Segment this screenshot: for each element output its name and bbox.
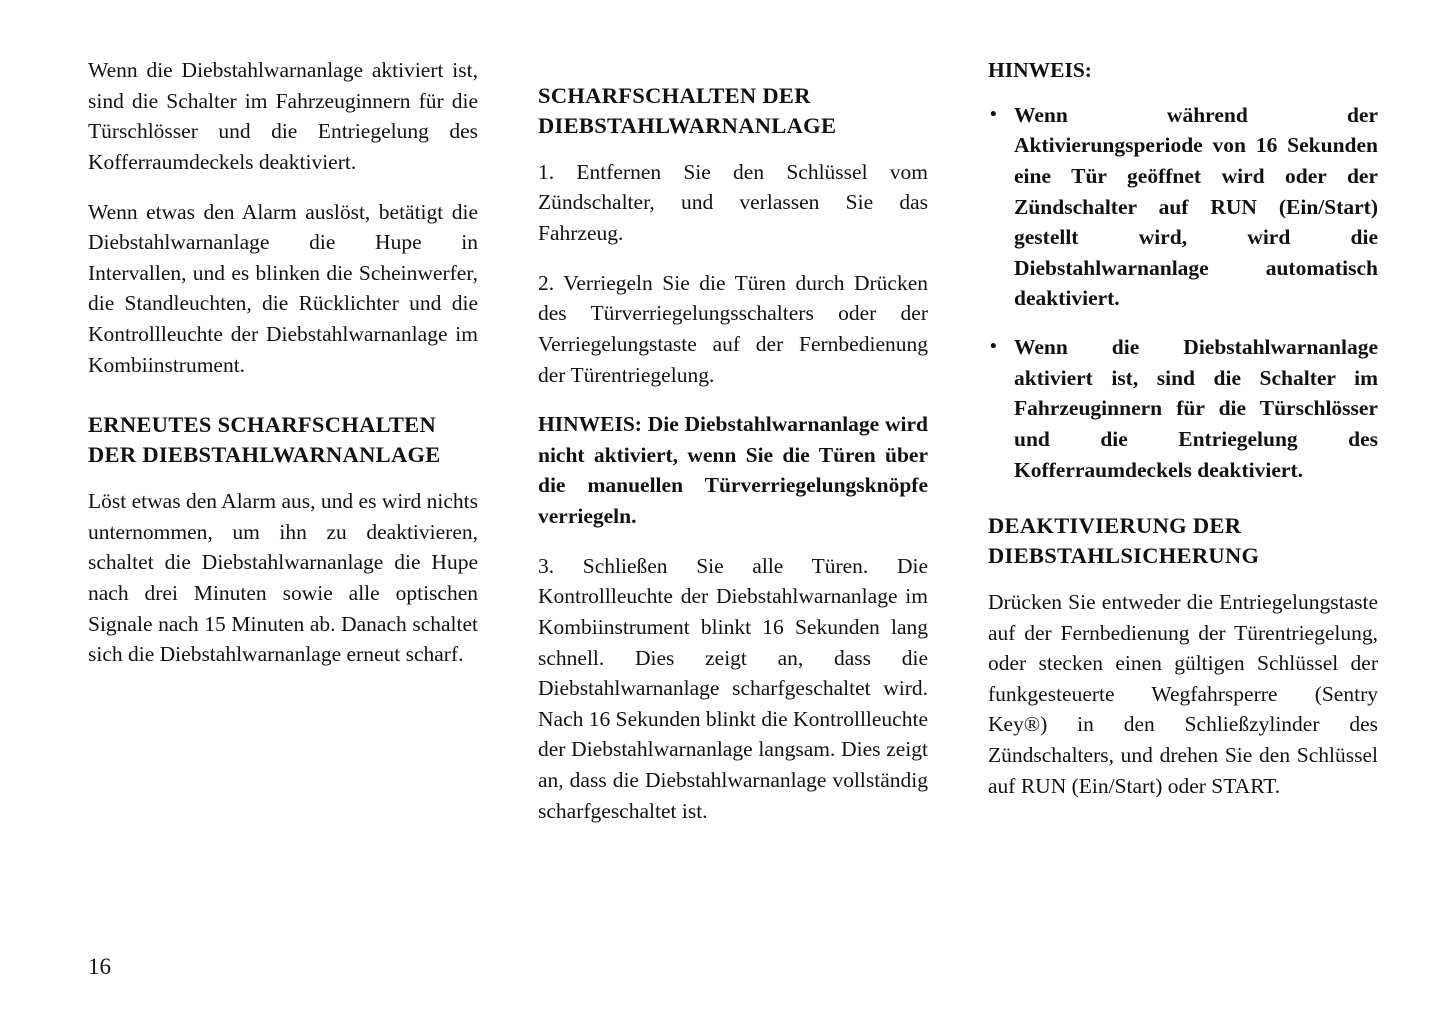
bullet-dot-icon: • [990,336,997,357]
paragraph-rearm-timing: Löst etwas den Alarm aus, und es wird nichts unternommen, um ihn zu deaktivieren, schaltet die Diebstahlwarnanlage die Hupe nach drei Minuten sowie alle optischen Signale nach 15 Minuten ab. Danach schaltet sich die Diebstahlwarnanlage erneut scharf. [88,489,478,667]
column-middle [538,55,928,845]
paragraph-alarm-triggered-behavior: Wenn etwas den Alarm auslöst, betätigt die Diebstahlwarnanlage die Hupe in Intervallen, und es blinken die Scheinwerfer, die Standleuchten, die Rücklichter und die Kontrollleuchte der Diebstahlwarnanlage im Kombiinstrument. [88,199,478,377]
column-right [988,55,1378,820]
step-2-lock-doors: 2. Verriegeln Sie die Türen durch Drücken des Türverriegelungsschalters oder der Verriegelungstaste auf der Fernbedienung der Türentriegelung. [538,270,928,387]
list-item [988,332,1378,485]
heading-scharfschalten: SCHARFSCHALTEN DER DIEBSTAHLWARNANLAGE [538,83,837,138]
note-bullet-list [988,100,1378,486]
list-item-text: Wenn die Diebstahlwarnanlage aktiviert ist, sind die Schalter im Fahrzeuginnern für die Türschlösser und die Entriegelung des Kofferraumdeckels deaktiviert. [1014,335,1378,482]
heading-erneutes-scharfschalten: ERNEUTES SCHARFSCHALTEN DER DIEBSTAHLWARNANLAGE [88,412,441,468]
column-left [88,55,478,689]
list-item [988,100,1378,314]
page-number: 16 [88,954,111,979]
paragraph-alarm-switches-disabled: Wenn die Diebstahlwarnanlage aktiviert ist, sind die Schalter im Fahrzeuginnern für die Türschlösser und die Entriegelung des Kofferraumdeckels deaktiviert. [88,58,478,174]
heading-deaktivierung: DEAKTIVIERUNG DER DIEBSTAHLSICHERUNG [988,513,1260,569]
page-columns [88,55,1378,845]
list-item-text: Wenn während der Aktivierungsperiode von 16 Sekunden eine Tür geöffnet wird oder der Zündschalter auf RUN (Ein/Start) gestellt wird, wird die Diebstahlwarnanlage automatisch deaktiviert. [1014,102,1378,311]
step-3-close-doors: 3. Schließen Sie alle Türen. Die Kontrollleuchte der Diebstahlwarnanlage im Kombiinstrument blinkt 16 Sekunden lang schnell. Dies zeigt an, dass die Diebstahlwarnanlage scharfgeschaltet wird. Nach 16 Sekunden blinkt die Kontrollleuchte der Diebstahlwarnanlage langsam. Dies zeigt an, dass die Diebstahlwarnanlage vollständig scharfgeschaltet ist. [538,553,928,823]
note-label-hinweis: HINWEIS: [988,58,1092,82]
note-manual-lock-knobs: HINWEIS: Die Diebstahlwarnanlage wird nicht aktiviert, wenn Sie die Türen über die manuellen Türverriegelungsknöpfe verriegeln. [538,412,928,529]
bullet-dot-icon: • [990,103,997,125]
step-1-remove-key: 1. Entfernen Sie den Schlüssel vom Zündschalter, und verlassen Sie das Fahrzeug. [538,159,928,246]
paragraph-deactivation-instructions: Drücken Sie entweder die Entriegelungstaste auf der Fernbedienung der Türentriegelung, oder stecken einen gültigen Schlüssel der funkgesteuerte Wegfahrsperre (Sentry Key®) in den Schließzylinder des Zündschalters, und drehen Sie den Schlüssel auf RUN (Ein/Start) oder START. [988,589,1378,798]
